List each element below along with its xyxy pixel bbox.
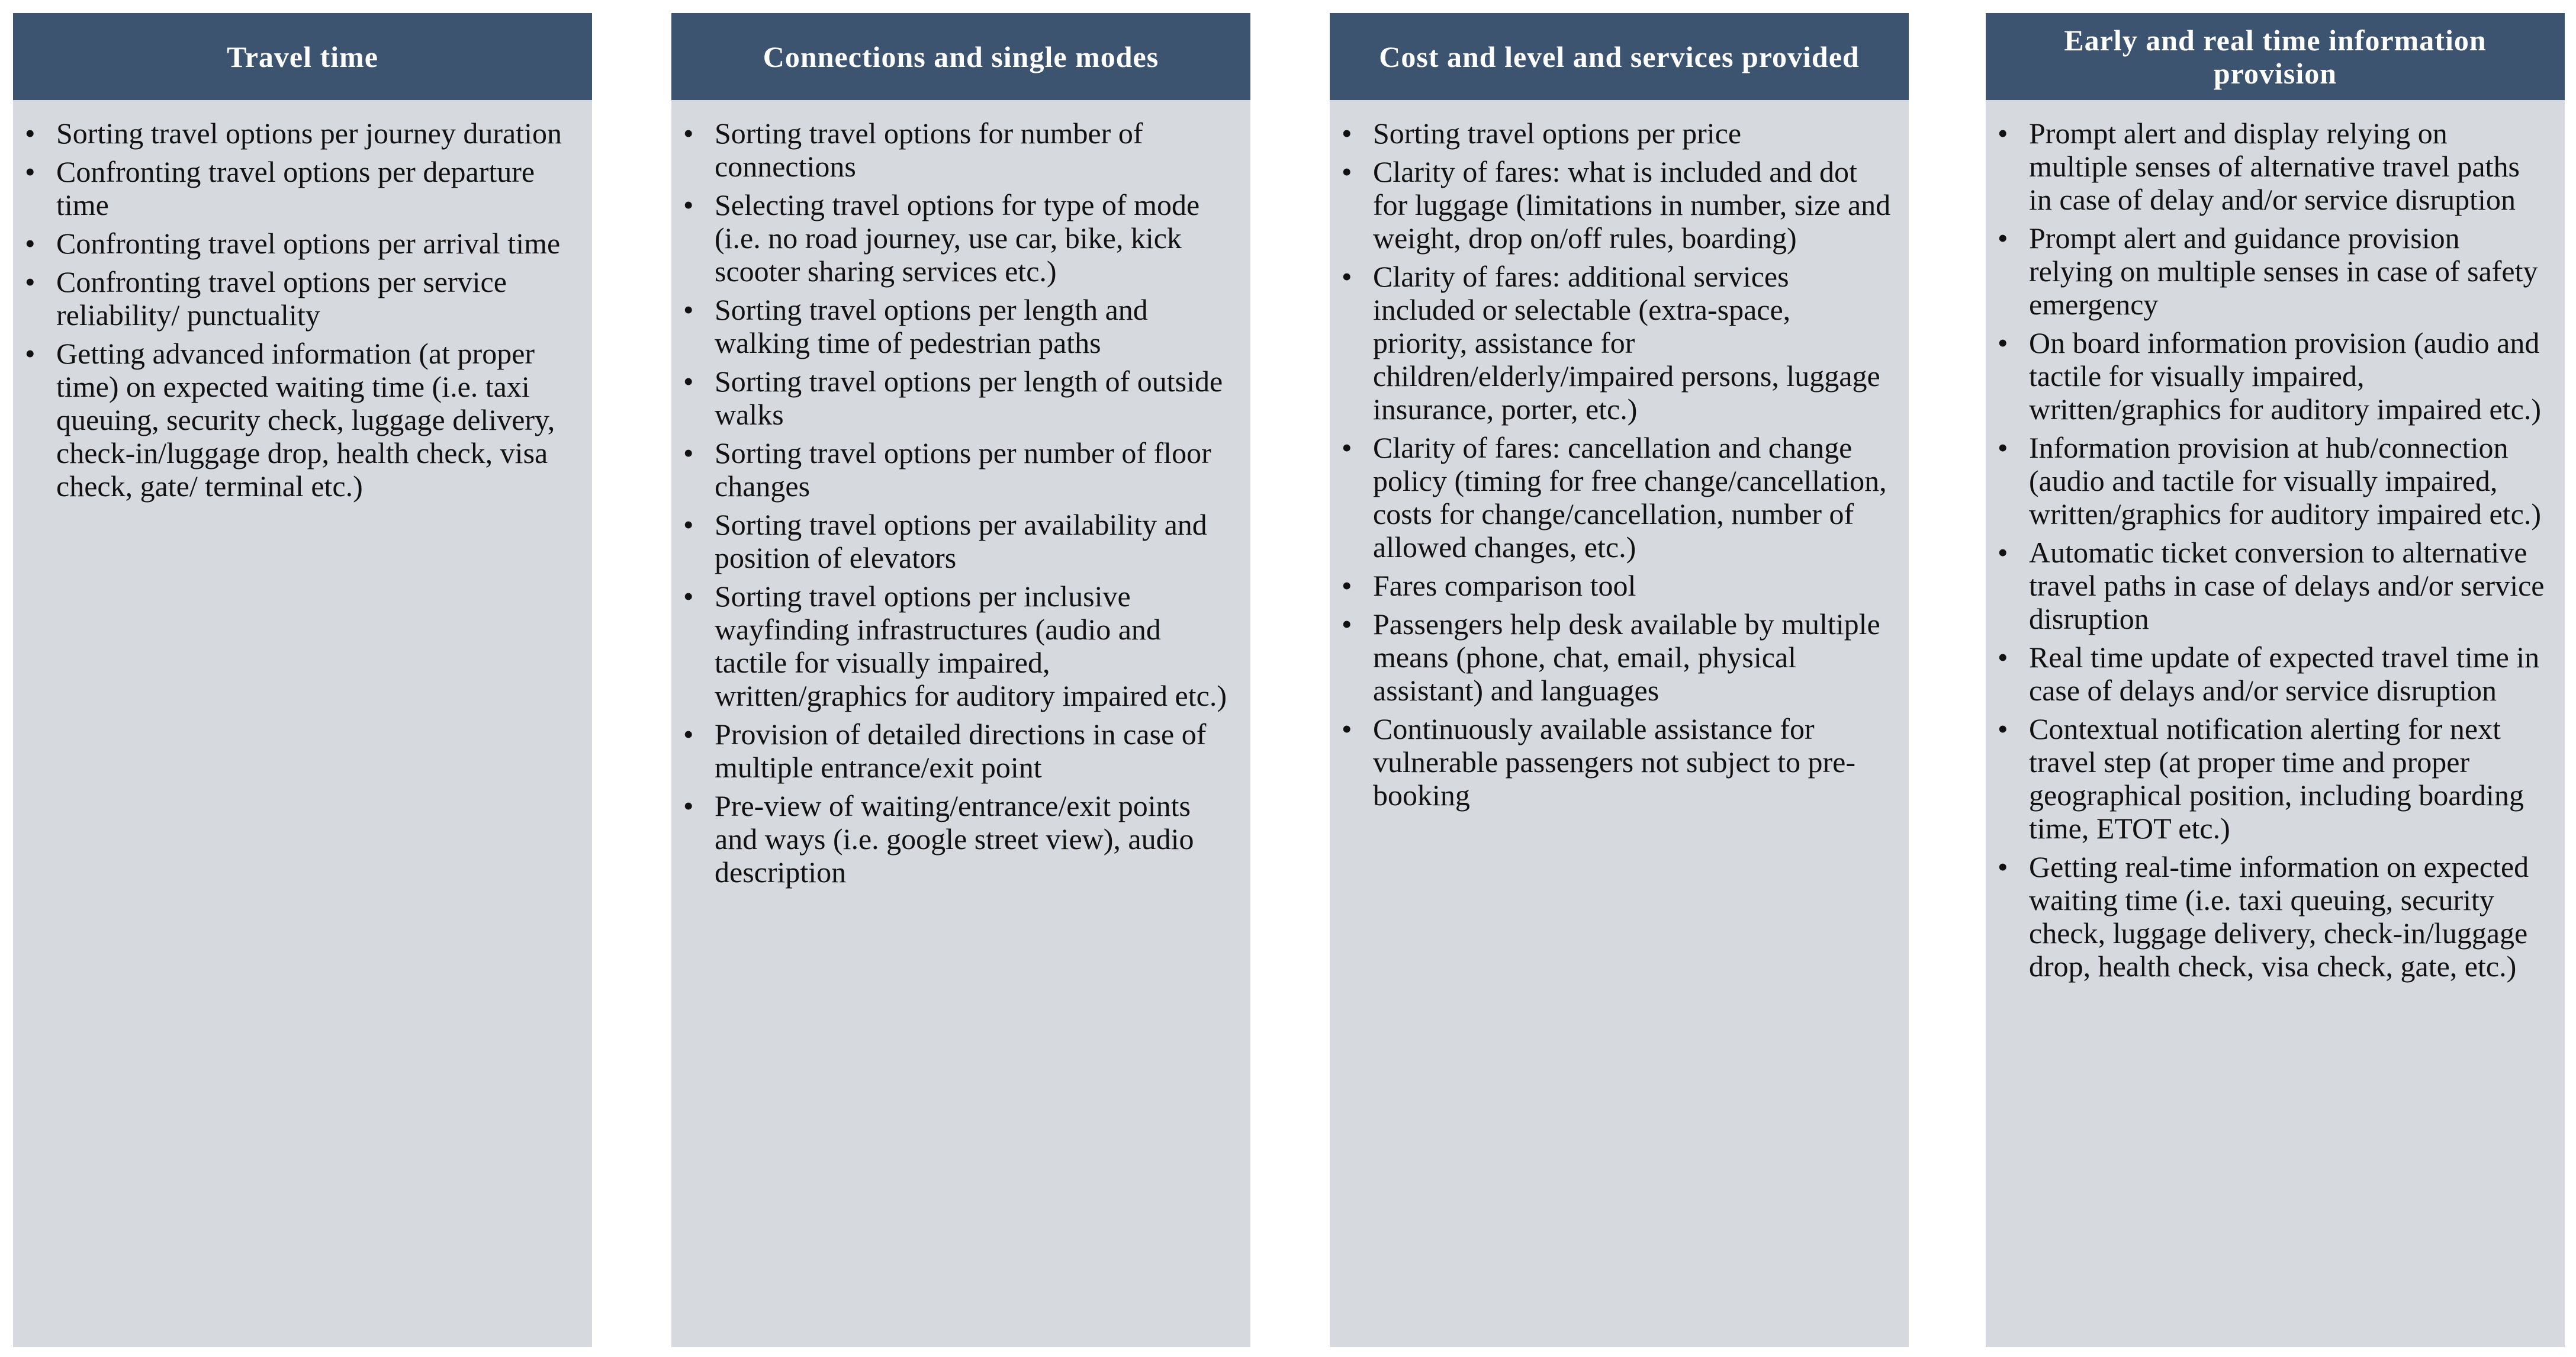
bullet-icon: • bbox=[683, 293, 694, 326]
column-header: Travel time bbox=[13, 13, 592, 100]
list-item: • Sorting travel options per length of outside walks bbox=[683, 365, 1223, 431]
list-item: • Sorting travel options per number of floor changes bbox=[683, 436, 1211, 503]
list-item: • Confronting travel options per arrival time bbox=[25, 227, 561, 260]
bullet-icon: • bbox=[1998, 326, 2008, 359]
bullet-icon: • bbox=[25, 117, 36, 150]
bullet-icon: • bbox=[683, 436, 694, 470]
bullet-icon: • bbox=[1342, 712, 1352, 745]
list-item: • Sorting travel options per inclusive wayfinding infrastructures (audio and tactile for visually impaired, written/graphics for auditory impaired etc.) bbox=[683, 580, 1227, 712]
column-header: Early and real time information provision bbox=[1986, 13, 2565, 100]
list-item: • Sorting travel options for number of connections bbox=[683, 117, 1143, 183]
bullet-icon: • bbox=[25, 265, 36, 298]
item-list bbox=[1986, 100, 2565, 983]
list-item: • Prompt alert and display relying on multiple senses of alternative travel paths in case of delay and/or service disruption bbox=[1998, 117, 2520, 216]
bullet-icon: • bbox=[1998, 117, 2008, 150]
list-item: • Clarity of fares: cancellation and change policy (timing for free change/cancellation, costs for change/cancellation, number of allowed changes, etc.) bbox=[1342, 431, 1887, 564]
bullet-icon: • bbox=[1342, 260, 1352, 293]
column-cost-level-services bbox=[1330, 13, 1909, 1347]
bullet-icon: • bbox=[1998, 712, 2008, 745]
item-list bbox=[13, 100, 592, 503]
list-item: • Sorting travel options per availability and position of elevators bbox=[683, 508, 1207, 574]
column-header: Cost and level and services provided bbox=[1330, 13, 1909, 100]
list-item: • Real time update of expected travel time in case of delays and/or service disruption bbox=[1998, 641, 2540, 707]
list-item: • Prompt alert and guidance provision relying on multiple senses in case of safety emergency bbox=[1998, 221, 2538, 321]
column-travel-time bbox=[13, 13, 592, 1347]
list-item: • Selecting travel options for type of mode (i.e. no road journey, use car, bike, kick scooter sharing services etc.) bbox=[683, 188, 1200, 288]
bullet-icon: • bbox=[1998, 431, 2008, 464]
bullet-icon: • bbox=[683, 580, 694, 613]
list-item: • Continuously available assistance for vulnerable passengers not subject to pre-booking bbox=[1342, 712, 1856, 812]
list-item: • Confronting travel options per service reliability/ punctuality bbox=[25, 265, 507, 332]
list-item: • Confronting travel options per departure time bbox=[25, 155, 535, 221]
column-header: Connections and single modes bbox=[671, 13, 1250, 100]
item-list bbox=[1330, 100, 1909, 812]
bullet-icon: • bbox=[683, 508, 694, 541]
list-item: • Sorting travel options per price bbox=[1342, 117, 1742, 150]
list-item: • Provision of detailed directions in case of multiple entrance/exit point bbox=[683, 718, 1207, 784]
bullet-icon: • bbox=[1998, 641, 2008, 674]
bullet-icon: • bbox=[683, 365, 694, 398]
bullet-icon: • bbox=[25, 227, 36, 260]
list-item: • On board information provision (audio and tactile for visually impaired, written/graphics for auditory impaired etc.) bbox=[1998, 326, 2541, 426]
list-item: • Information provision at hub/connection (audio and tactile for visually impaired, written/graphics for auditory impaired etc.) bbox=[1998, 431, 2541, 530]
list-item: • Sorting travel options per journey duration bbox=[25, 117, 562, 150]
column-connections-single-modes bbox=[671, 13, 1250, 1347]
list-item: • Clarity of fares: what is included and dot for luggage (limitations in number, size and weight, drop on/off rules, boarding) bbox=[1342, 155, 1891, 255]
bullet-icon: • bbox=[1342, 431, 1352, 464]
list-item: • Pre-view of waiting/entrance/exit points and ways (i.e. google street view), audio description bbox=[683, 789, 1194, 889]
bullet-icon: • bbox=[683, 117, 694, 150]
list-item: • Getting real-time information on expected waiting time (i.e. taxi queuing, security check, luggage delivery, check-in/luggage drop, health check, visa check, gate, etc.) bbox=[1998, 850, 2529, 983]
bullet-icon: • bbox=[1342, 569, 1352, 602]
bullet-icon: • bbox=[1998, 536, 2008, 569]
bullet-icon: • bbox=[1998, 221, 2008, 255]
bullet-icon: • bbox=[1342, 155, 1352, 188]
list-item: • Automatic ticket conversion to alternative travel paths in case of delays and/or service disruption bbox=[1998, 536, 2545, 635]
bullet-icon: • bbox=[683, 789, 694, 822]
bullet-icon: • bbox=[1998, 850, 2008, 883]
bullet-icon: • bbox=[1342, 117, 1352, 150]
bullet-icon: • bbox=[1342, 607, 1352, 641]
bullet-icon: • bbox=[683, 188, 694, 221]
list-item: • Fares comparison tool bbox=[1342, 569, 1636, 602]
column-early-real-time-info bbox=[1986, 13, 2565, 1347]
bullet-icon: • bbox=[25, 337, 36, 370]
list-item: • Contextual notification alerting for next travel step (at proper time and proper geographical position, including boarding time, ETOT etc.) bbox=[1998, 712, 2524, 845]
bullet-icon: • bbox=[683, 718, 694, 751]
list-item: • Clarity of fares: additional services included or selectable (extra-space, priority, assistance for children/elderly/impaired persons, luggage insurance, porter, etc.) bbox=[1342, 260, 1880, 426]
list-item: • Sorting travel options per length and walking time of pedestrian paths bbox=[683, 293, 1148, 359]
bullet-icon: • bbox=[25, 155, 36, 188]
list-item: • Passengers help desk available by multiple means (phone, chat, email, physical assistant) and languages bbox=[1342, 607, 1880, 707]
item-list bbox=[671, 100, 1250, 889]
list-item: • Getting advanced information (at proper time) on expected waiting time (i.e. taxi queuing, security check, luggage delivery, check-in/luggage drop, health check, visa check, gate/ terminal etc.) bbox=[25, 337, 555, 503]
